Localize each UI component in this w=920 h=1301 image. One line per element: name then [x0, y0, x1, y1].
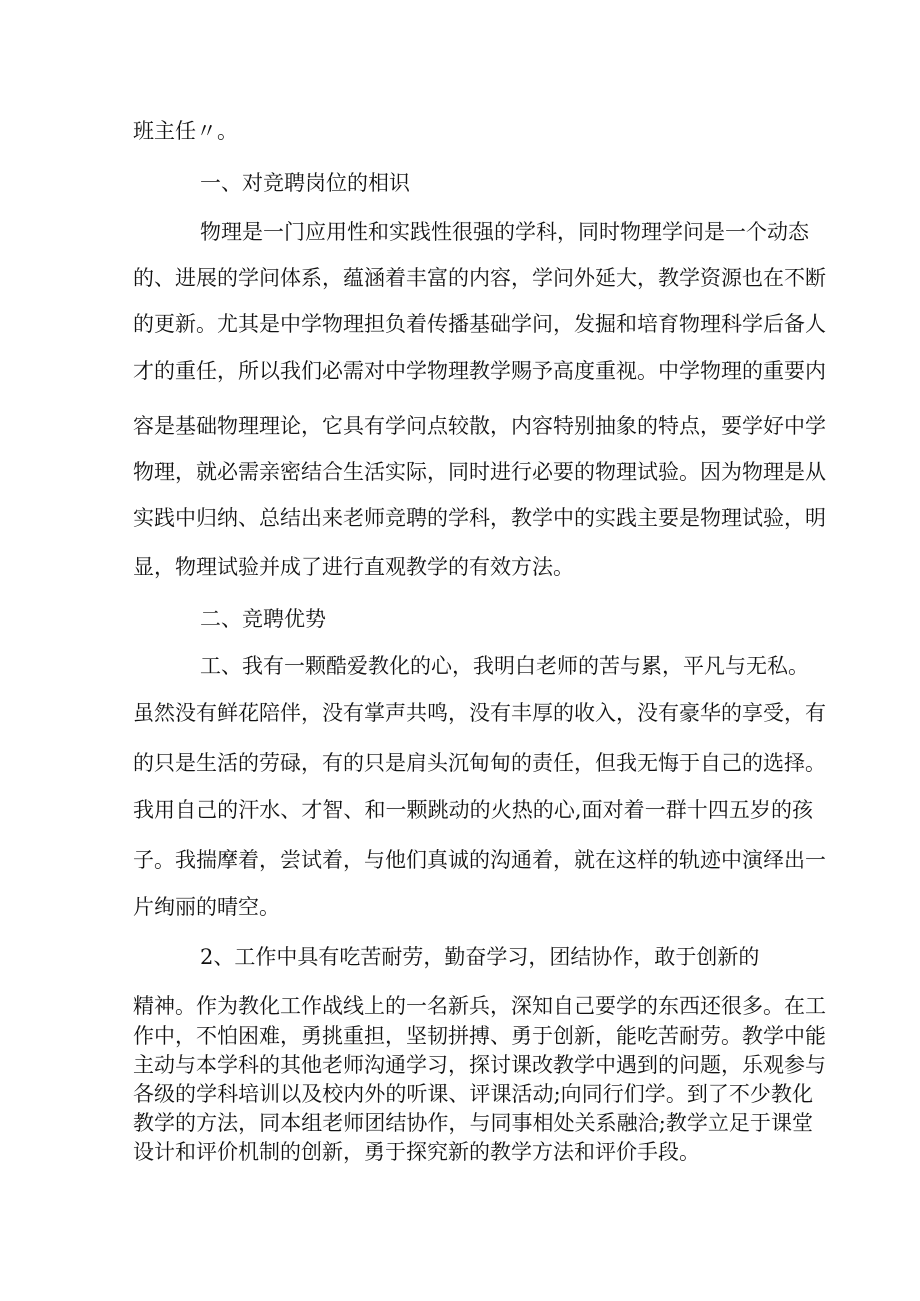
section2-para2-line: 设计和评价机制的创新，勇于探究新的教学方法和评价手段。 [133, 1140, 700, 1164]
section1-line: 实践中归纳、总结出来老师竞聘的学科，教学中的实践主要是物理试验，明 [133, 506, 826, 530]
section2-para1-line: 我用自己的汗水、才智、和一颗跳动的火热的心,面对着一群十四五岁的孩 [133, 798, 813, 822]
section1-line: 物理，就必需亲密结合生活实际，同时进行必要的物理试验。因为物理是从 [133, 460, 826, 484]
top-line: 班主任〃。 [133, 119, 238, 143]
section2-para2-line: 各级的学科培训以及校内外的听课、评课活动;向同行们学。到了不少教化 [133, 1082, 813, 1106]
section1-line: 的、进展的学问体系，蕴涵着丰富的内容，学问外延大，教学资源也在不断 [133, 266, 826, 290]
section2-para1-line: 片绚丽的晴空。 [133, 895, 280, 919]
section2-para1-line: 的只是生活的劳碌，有的只是肩头沉甸甸的责任，但我无悔于自己的选择。 [133, 751, 826, 775]
section2-para2-line: 精神。作为教化工作战线上的一名新兵，深知自己要学的东西还很多。在工 [133, 994, 826, 1018]
section2-para2-line: 2、工作中具有吃苦耐劳，勤奋学习，团结协作，敢于创新的 [200, 945, 760, 969]
section1-line: 的更新。尤其是中学物理担负着传播基础学问，发掘和培育物理科学后备人 [133, 312, 826, 336]
section1-line: 物理是一门应用性和实践性很强的学科，同时物理学问是一个动态 [200, 220, 809, 244]
section2-para1-line: 虽然没有鲜花陪伴，没有掌声共鸣，没有丰厚的收入，没有豪华的享受，有 [133, 701, 826, 725]
section2-para2-line: 主动与本学科的其他老师沟通学习，探讨课改教学中遇到的问题，乐观参与 [133, 1053, 826, 1077]
section2-para1-line: 工、我有一颗酷爱教化的心，我明白老师的苦与累，平凡与无私。 [200, 654, 809, 678]
section2-heading: 二、竞聘优势 [200, 607, 326, 631]
section2-para2-line: 教学的方法，同本组老师团结协作，与同事相处关系融洽;教学立足于课堂 [133, 1111, 813, 1135]
section1-heading: 一、对竞聘岗位的相识 [200, 171, 410, 195]
section1-line: 显，物理试验并成了进行直观教学的有效方法。 [133, 555, 574, 579]
section1-line: 容是基础物理理论，它具有学问点较散，内容特别抽象的特点，要学好中学 [133, 414, 826, 438]
section2-para2-line: 作中，不怕困难，勇挑重担，坚韧拼搏、勇于创新，能吃苦耐劳。教学中能 [133, 1024, 826, 1048]
section1-line: 才的重任，所以我们必需对中学物理教学赐予高度重视。中学物理的重要内 [133, 359, 826, 383]
section2-para1-line: 子。我揣摩着，尝试着，与他们真诚的沟通着，就在这样的轨迹中演绎出一 [133, 848, 826, 872]
